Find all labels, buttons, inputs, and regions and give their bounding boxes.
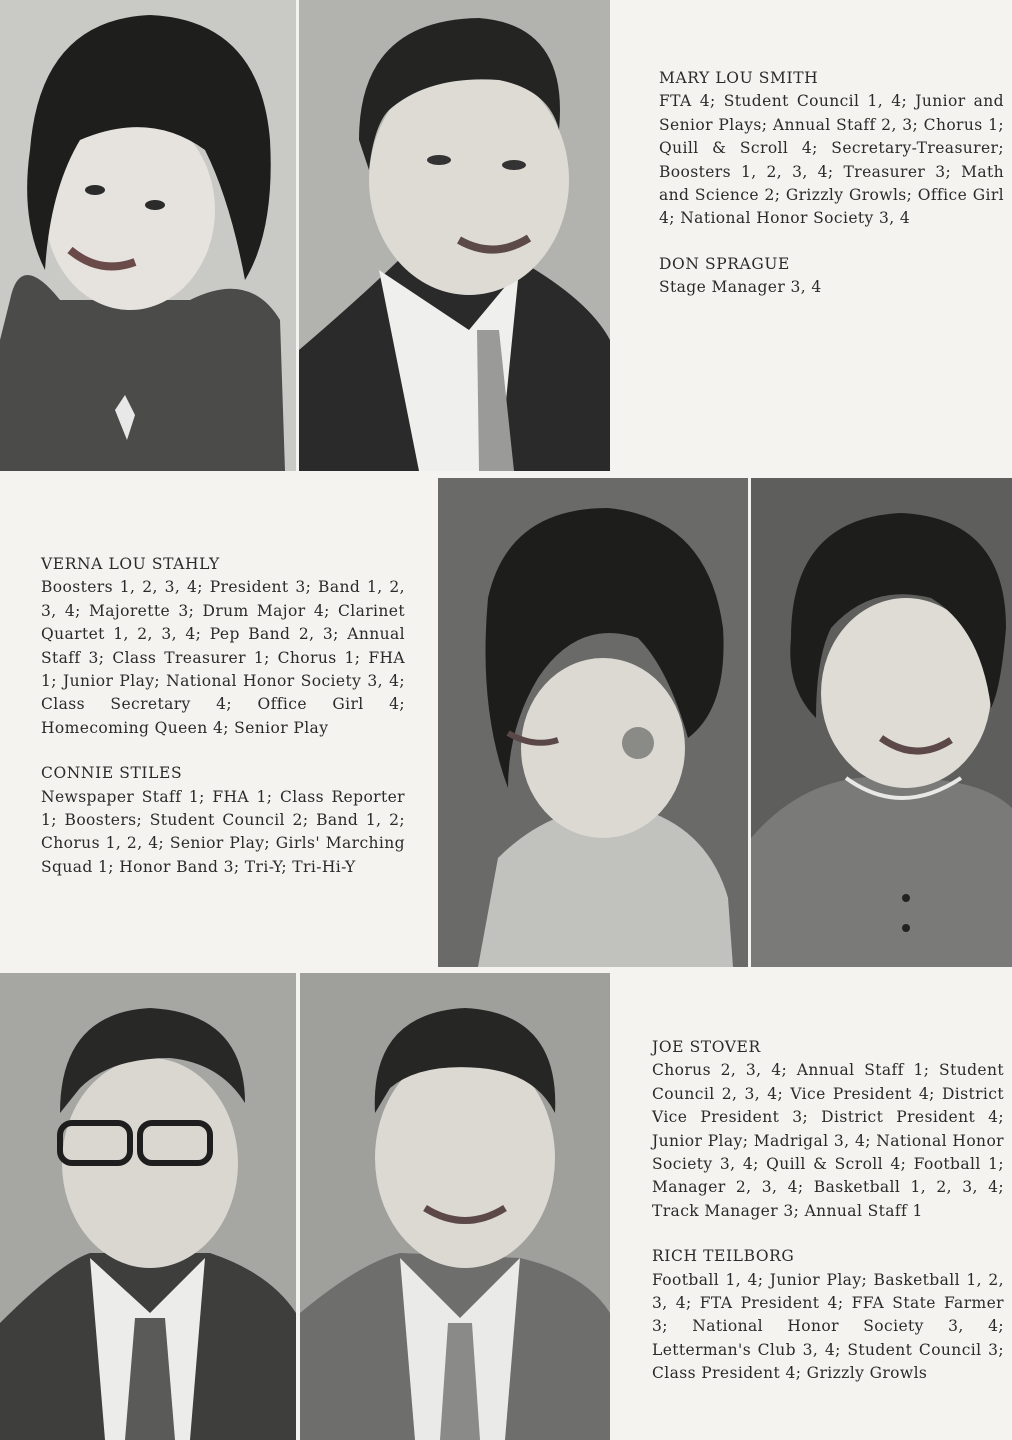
student-name: RICH TEILBORG [652,1247,795,1266]
portrait-joe-stover [0,973,296,1440]
portrait-rich-teilborg [300,973,610,1440]
student-name: VERNA LOU STAHLY [41,555,220,573]
student-activities: Newspaper Staff 1; FHA 1; Class Reporter 1; Boosters; Student Council 2; Band 1, 2; Chorus 1, 2, 4; Senior Play; Girls' Marching Squad 1; Honor Band 3; Tri-Y; Tri-Hi-Y [41,787,405,876]
portrait-don-sprague [299,0,610,471]
student-activities: Stage Manager 3, 4 [659,278,822,297]
caption-middle-left [41,553,405,879]
student-name: CONNIE STILES [41,764,183,783]
student-activities: Football 1, 4; Junior Play; Basketball 1, 2, 3, 4; FTA President 4; FFA State Farmer 3; National Honor Society 3, 4; Letterman's Club 3, 4; Student Council 3; Class President 4; Grizzly Growls [652,1270,1004,1383]
student-name: DON SPRAGUE [659,254,790,273]
caption-top-right [659,67,1004,300]
student-name: MARY LOU SMITH [659,69,819,87]
portrait-verna-lou-stahly [438,478,748,967]
portrait-connie-stiles [751,478,1012,967]
portrait-mary-lou-smith [0,0,296,471]
student-activities: Boosters 1, 2, 3, 4; President 3; Band 1, 2, 3, 4; Majorette 3; Drum Major 4; Clarinet Quartet 1, 2, 3, 4; Pep Band 2, 3; Annual Staff 3; Class Treasurer 1; Chorus 1; FHA 1; Junior Play; National Honor Society 3, 4; Class Secretary 4; Office Girl 4; Homecoming Queen 4; Senior Play [41,578,405,737]
student-activities: FTA 4; Student Council 1, 4; Junior and Senior Plays; Annual Staff 2, 3; Chorus 1; Quill & Scroll 4; Secretary-Treasurer; Boosters 1, 2, 3, 4; Treasurer 3; Math and Science 2; Grizzly Growls; Office Girl 4; National Honor Society 3, 4 [659,92,1004,228]
student-name: JOE STOVER [652,1038,761,1056]
student-activities: Chorus 2, 3, 4; Annual Staff 1; Student Council 2, 3, 4; Vice President 4; District Vice President 3; District President 4; Junior Play; Madrigal 3, 4; National Honor Society 3, 4; Quill & Scroll 4; Football 1; Manager 2, 3, 4; Basketball 1, 2, 3, 4; Track Manager 3; Annual Staff 1 [652,1061,1004,1220]
caption-bottom-right [652,1036,1004,1386]
